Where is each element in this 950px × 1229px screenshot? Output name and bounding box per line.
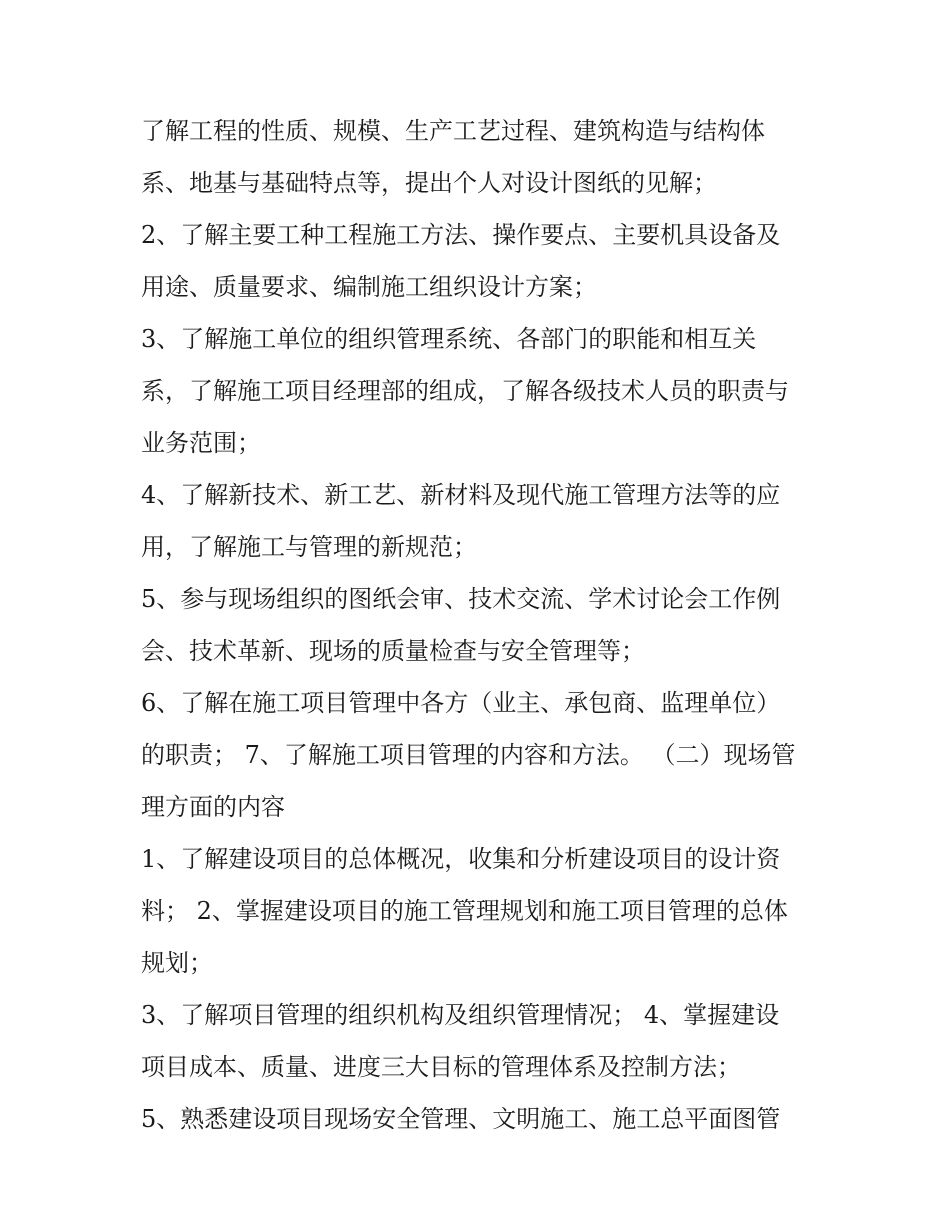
text-line: 3、了解项目管理的组织机构及组织管理情况； 4、掌握建设 (141, 1001, 780, 1029)
text-line: 用，了解施工与管理的新规范； (141, 533, 477, 561)
text-line: 理方面的内容 (141, 793, 285, 821)
text-line: 业务范围； (141, 429, 261, 457)
text-line: 5、参与现场组织的图纸会审、技术交流、学术讨论会工作例 (141, 585, 781, 613)
text-line: 系，了解施工项目经理部的组成，了解各级技术人员的职责与 (141, 377, 789, 405)
text-line: 用途、质量要求、编制施工组织设计方案； (141, 273, 597, 301)
text-line: 料； 2、掌握建设项目的施工管理规划和施工项目管理的总体 (141, 897, 788, 925)
text-line: 4、了解新技术、新工艺、新材料及现代施工管理方法等的应 (141, 481, 781, 509)
text-line: 规划； (141, 949, 213, 977)
text-line: 3、了解施工单位的组织管理系统、各部门的职能和相互关 (141, 325, 757, 353)
text-line: 的职责； 7、了解施工项目管理的内容和方法。 （二）现场管 (141, 741, 796, 769)
text-line: 5、熟悉建设项目现场安全管理、文明施工、施工总平面图管 (141, 1105, 781, 1133)
body-text (141, 105, 821, 1145)
text-line: 1、了解建设项目的总体概况，收集和分析建设项目的设计资 (141, 845, 781, 873)
text-line: 会、技术革新、现场的质量检查与安全管理等； (141, 637, 645, 665)
text-line: 了解工程的性质、规模、生产工艺过程、建筑构造与结构体 (141, 117, 765, 145)
text-line: 系、地基与基础特点等，提出个人对设计图纸的见解； (141, 169, 717, 197)
text-line: 项目成本、质量、进度三大目标的管理体系及控制方法； (141, 1053, 741, 1081)
text-line: 2、了解主要工种工程施工方法、操作要点、主要机具设备及 (141, 221, 781, 249)
text-line: 6、了解在施工项目管理中各方（业主、承包商、监理单位） (141, 689, 781, 717)
